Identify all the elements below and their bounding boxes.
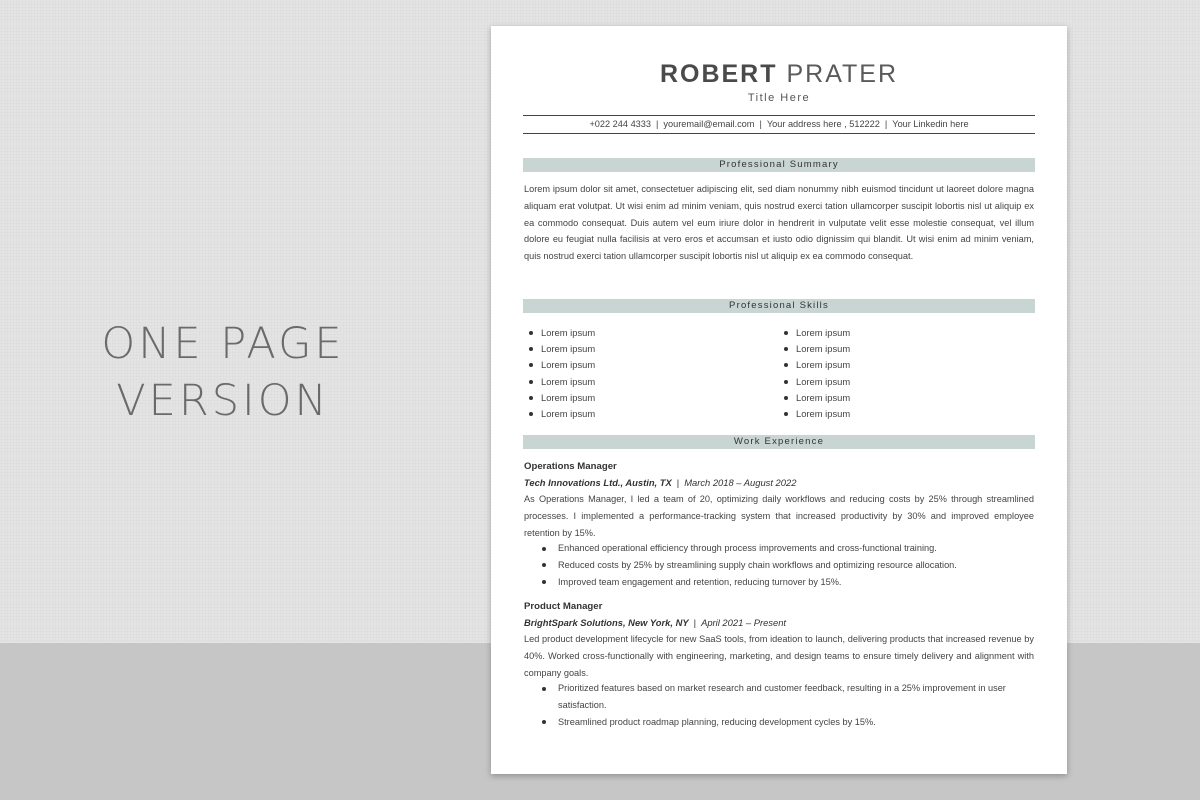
promo-line-1: ONE PAGE	[101, 319, 345, 369]
skill-item: Lorem ipsum	[524, 357, 724, 373]
job-meta: Tech Innovations Ltd., Austin, TX | March 2018 – August 2022	[524, 477, 797, 488]
job-description: As Operations Manager, I led a team of 20, optimizing daily workflows and reducing costs by 25% through streamlined processes. I implemented a performance-tracking system that increased productivity by 30% and improved employee retention by 15%.	[524, 494, 1034, 538]
skill-item: Lorem ipsum	[524, 341, 724, 357]
skill-item: Lorem ipsum	[524, 390, 724, 406]
skill-item: Lorem ipsum	[779, 374, 979, 390]
skills-list-right	[779, 325, 979, 422]
job-bullet: Enhanced operational efficiency through process improvements and cross-functional training.	[524, 540, 1034, 557]
job-company: BrightSpark Solutions, New York, NY	[524, 617, 689, 628]
name-last: PRATER	[786, 60, 899, 88]
resume-page	[491, 26, 1067, 774]
skill-item: Lorem ipsum	[524, 374, 724, 390]
job-dates: April 2021 – Present	[701, 617, 787, 628]
job-bullet: Prioritized features based on market research and customer feedback, resulting in a 25% improvement in user satisfaction.	[524, 680, 1034, 714]
job-company: Tech Innovations Ltd., Austin, TX	[524, 477, 672, 488]
job-bullet: Streamlined product roadmap planning, reducing development cycles by 15%.	[524, 714, 1034, 731]
job-dates: March 2018 – August 2022	[684, 477, 797, 488]
resume-name	[491, 60, 1067, 88]
section-summary-header: Professional Summary	[523, 158, 1035, 172]
promo-line-2: VERSION	[116, 376, 330, 426]
job-description: Led product development lifecycle for new SaaS tools, from ideation to launch, delivering products that increased revenue by 40%. Worked cross-functionally with engineering, marketing, and design teams to ensure timely delivery and alignment with company goals.	[524, 634, 1034, 678]
skill-item: Lorem ipsum	[779, 406, 979, 422]
skill-item: Lorem ipsum	[779, 341, 979, 357]
job-bullets	[524, 680, 1034, 730]
job-meta: BrightSpark Solutions, New York, NY | April 2021 – Present	[524, 617, 787, 628]
skill-item: Lorem ipsum	[779, 390, 979, 406]
contact-address: Your address here , 512222	[766, 119, 880, 129]
job-title: Operations Manager	[524, 461, 617, 472]
section-skills-header: Professional Skills	[523, 299, 1035, 313]
skill-item: Lorem ipsum	[779, 357, 979, 373]
contact-email: youremail@email.com	[663, 119, 755, 129]
skill-item: Lorem ipsum	[524, 406, 724, 422]
skill-item: Lorem ipsum	[779, 325, 979, 341]
section-experience-header: Work Experience	[523, 435, 1035, 449]
job-bullets	[524, 540, 1034, 590]
skills-list-left	[524, 325, 724, 422]
resume-title: Title Here	[747, 92, 811, 104]
contact-line: +022 244 4333 | youremail@email.com | Your address here , 512222 | Your Linkedin here	[523, 115, 1035, 134]
job-title: Product Manager	[524, 601, 603, 612]
contact-linkedin: Your Linkedin here	[892, 119, 969, 129]
job-bullet: Improved team engagement and retention, reducing turnover by 15%.	[524, 574, 1034, 591]
name-first: ROBERT	[659, 60, 778, 88]
skill-item: Lorem ipsum	[524, 325, 724, 341]
promo-heading	[60, 316, 386, 430]
job-bullet: Reduced costs by 25% by streamlining supply chain workflows and optimizing resource allocation.	[524, 557, 1034, 574]
contact-phone: +022 244 4333	[589, 119, 652, 129]
summary-text: Lorem ipsum dolor sit amet, consectetuer adipiscing elit, sed diam nonummy nibh euismod tincidunt ut laoreet dolore magna aliquam erat volutpat. Ut wisi enim ad minim veniam, quis nostrud exerci tation ullamcorper suscipit lobortis nisl ut aliquip ex ea commodo consequat. Duis autem vel eum iriure dolor in hendrerit in vulputate velit esse molestie consequat, vel illum dolore eu feugiat nulla facilisis at vero eros et accumsan et iusto odio dignissim qui blandit. Ut wisi enim ad minim veniam, quis nostrud exerci tation ullamcorper suscipit lobortis nisl ut aliquip ex ea commodo consequat.	[524, 184, 1034, 262]
